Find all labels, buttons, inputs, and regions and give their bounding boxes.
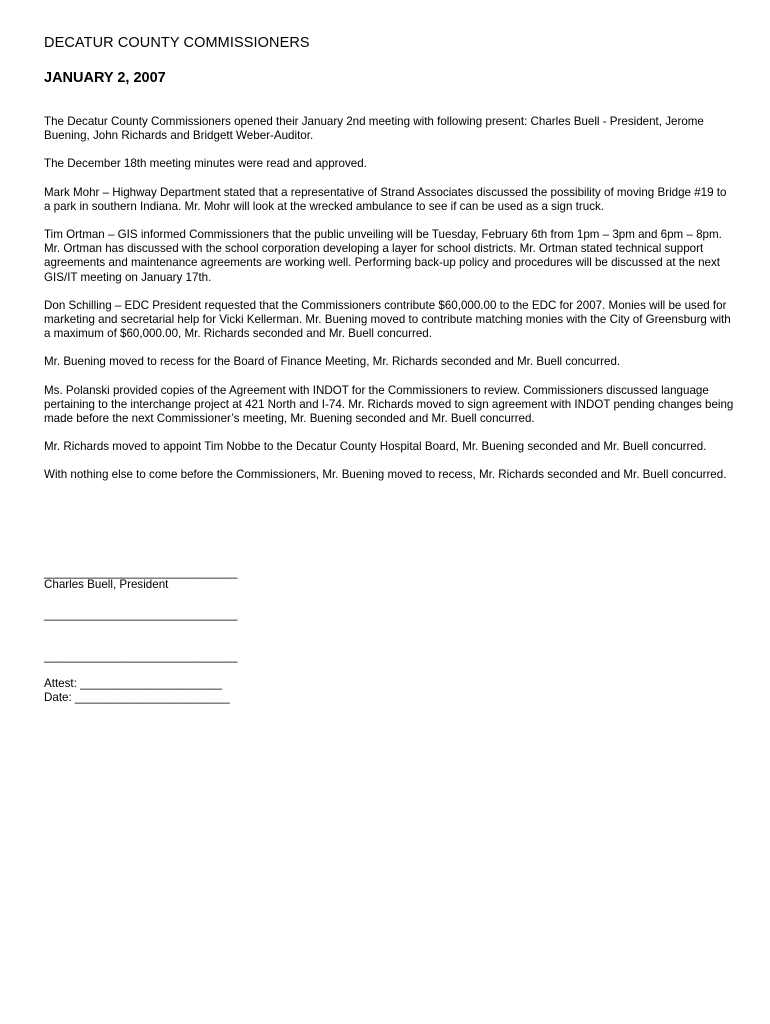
- paragraph-indot: Ms. Polanski provided copies of the Agreement with INDOT for the Commissioners to review. Commissioners discussed language pertaining to the interchange project at 421 North and I-74. Mr. Richards moved to sign agreement with INDOT pending changes being made before the next Commissioner’s meeting, Mr. Buening seconded and Mr. Buell concurred.: [44, 383, 734, 426]
- attest-field: Attest: ______________________: [44, 677, 222, 690]
- signature-name-president: Charles Buell, President: [44, 578, 169, 591]
- paragraph-recess: With nothing else to come before the Commissioners, Mr. Buening moved to recess, Mr. Richards seconded and Mr. Buell concurred.: [44, 468, 727, 482]
- paragraph-minutes-approved: The December 18th meeting minutes were read and approved.: [44, 157, 367, 171]
- minutes-body: [44, 115, 734, 497]
- signature-line-2: ______________________________: [44, 608, 238, 621]
- document-heading: DECATUR COUNTY COMMISSIONERS: [44, 35, 310, 51]
- signature-line-president: ______________________________: [44, 566, 238, 579]
- date-field: Date: ________________________: [44, 691, 230, 704]
- signature-line-3: ______________________________: [44, 650, 238, 663]
- paragraph-gis: Tim Ortman – GIS informed Commissioners that the public unveiling will be Tuesday, February 6th from 1pm – 3pm and 6pm – 8pm. Mr. Ortman has discussed with the school corporation developing a layer for school districts. Mr. Ortman stated technical support agreements and maintenance agreements are working well. Performing back-up policy and procedures will be discussed at the next GIS/IT meeting on January 17th.: [44, 228, 722, 284]
- paragraph-board-of-finance: Mr. Buening moved to recess for the Board of Finance Meeting, Mr. Richards seconded and Mr. Buell concurred.: [44, 355, 621, 369]
- paragraph-highway: Mark Mohr – Highway Department stated that a representative of Strand Associates discussed the possibility of moving Bridge #19 to a park in southern Indiana. Mr. Mohr will look at the wrecked ambulance to see if can be used as a sign truck.: [44, 185, 727, 213]
- paragraph-edc: Don Schilling – EDC President requested that the Commissioners contribute $60,000.00 to the EDC for 2007. Monies will be used for marketing and secretarial help for Vicki Kellerman. Mr. Buening moved to contribute matching monies with the City of Greensburg with a maximum of $60,000.00, Mr. Richards seconded and Mr. Buell concurred.: [44, 298, 731, 341]
- meeting-date: JANUARY 2, 2007: [44, 70, 166, 86]
- paragraph-hospital-board: Mr. Richards moved to appoint Tim Nobbe to the Decatur County Hospital Board, Mr. Buening seconded and Mr. Buell concurred.: [44, 440, 707, 454]
- paragraph-attendance: The Decatur County Commissioners opened their January 2nd meeting with following present: Charles Buell - President, Jerome Buening, John Richards and Bridgett Weber-Auditor.: [44, 115, 704, 143]
